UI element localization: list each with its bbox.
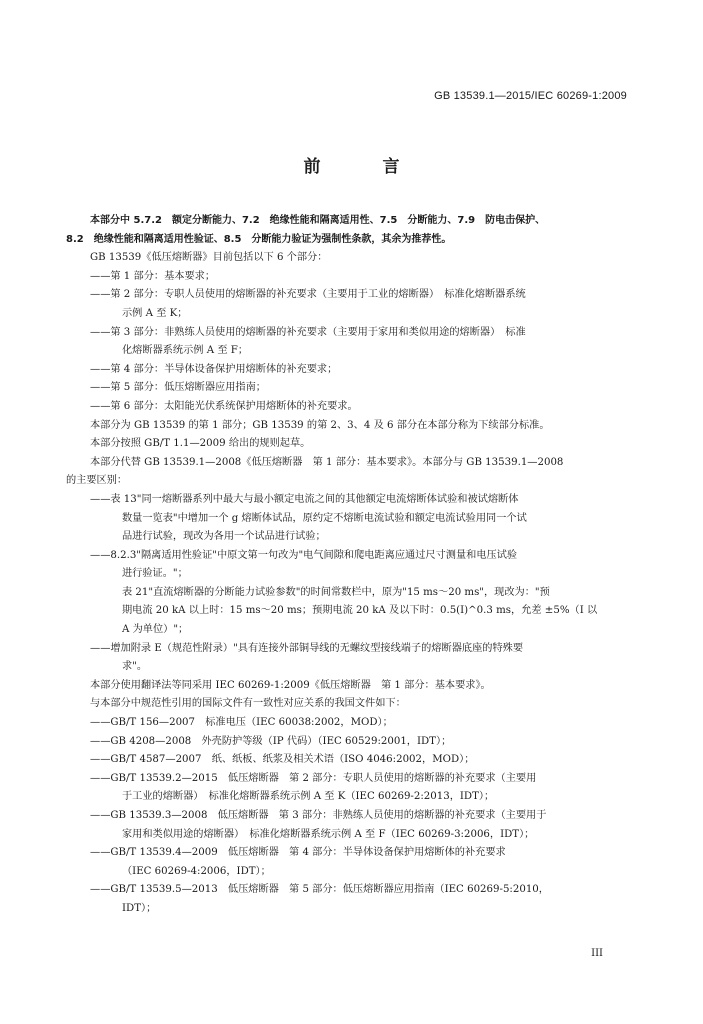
- list-item-continuation: 进行验证。"；: [122, 568, 188, 580]
- paragraph-line: 本部分中 5.7.2 额定分断能力、7.2 绝缘性能和隔离适用性、7.5 分断能力、7.9 防电击保护、: [90, 215, 546, 226]
- list-item-continuation: 求"。: [122, 661, 148, 673]
- list-item-continuation: 于工业的熔断器） 标准化熔断器系统示例 A 至 K（IEC 60269-2:2013，IDT）；: [122, 791, 495, 803]
- paragraph-line: GB 13539《低压熔断器》目前包括以下 6 个部分：: [90, 252, 328, 264]
- paragraph-line: 本部分按照 GB/T 1.1—2009 给出的规则起草。: [90, 438, 311, 450]
- paragraph-line: 本部分使用翻译法等同采用 IEC 60269-1:2009《低压熔断器 第 1 部分：基本要求》。: [90, 679, 491, 691]
- list-item-continuation: 化熔断器系统示例 A 至 F；: [122, 345, 249, 357]
- list-item-continuation: 家用和类似用途的熔断器） 标准化熔断器系统示例 A 至 F（IEC 60269-3:2006，IDT）；: [122, 828, 535, 840]
- paragraph-line: 本部分代替 GB 13539.1—2008《低压熔断器 第 1 部分：基本要求》。本部分与 GB 13539.1—2008: [90, 456, 564, 468]
- list-item-continuation: 数量一览表"中增加一个 g 熔断体试品，原约定不熔断电流试验和额定电流试验用同一个试: [122, 512, 527, 524]
- list-item-continuation: A 为单位）"；: [122, 624, 189, 636]
- list-item-continuation: （IEC 60269-4:2006，IDT）；: [122, 865, 271, 877]
- list-item: ——GB/T 13539.5—2013 低压熔断器 第 5 部分：低压熔断器应用指南（IEC 60269-5:2010，: [90, 884, 549, 896]
- list-item: ——第 4 部分：半导体设备保护用熔断体的补充要求；: [90, 363, 338, 375]
- list-item: ——第 2 部分：专职人员使用的熔断器的补充要求（主要用于工业的熔断器） 标准化熔断器系统: [90, 289, 526, 301]
- document-body: [66, 212, 632, 919]
- list-item: ——第 6 部分：太阳能光伏系统保护用熔断体的补充要求。: [90, 400, 358, 412]
- list-item: ——第 1 部分：基本要求；: [90, 270, 216, 282]
- list-item: ——GB/T 13539.2—2015 低压熔断器 第 2 部分：专职人员使用的熔断器的补充要求（主要用: [90, 772, 537, 784]
- list-item: ——8.2.3"隔离适用性验证"中原文第一句改为"电气间隙和爬电距离应通过尺寸测量和电压试验: [90, 549, 518, 561]
- list-item-continuation: 期电流 20 kA 以上时：15 ms～20 ms；预期电流 20 kA 及以下时：0.5(I)^0.3 ms，允差 ±5%（I 以: [122, 605, 598, 617]
- list-item-continuation: 示例 A 至 K；: [122, 307, 188, 319]
- list-item: ——GB/T 4587—2007 纸、纸板、纸浆及相关术语（ISO 4046:2002，MOD）；: [90, 754, 475, 766]
- paragraph-line: 与本部分中规范性引用的国际文件有一致性对应关系的我国文件如下：: [90, 698, 406, 710]
- list-item: ——GB 4208—2008 外壳防护等级（IP 代码）（IEC 60529:2001，IDT）；: [90, 735, 452, 747]
- list-item: ——增加附录 E（规范性附录）"具有连接外部铜导线的无螺纹型接线端子的熔断器底座的特殊要: [90, 642, 524, 654]
- list-item: ——GB/T 13539.4—2009 低压熔断器 第 4 部分：半导体设备保护用熔断体的补充要求: [90, 847, 506, 859]
- paragraph-line: 的主要区别：: [66, 475, 128, 487]
- standard-code: GB 13539.1—2015/IEC 60269-1:2009: [434, 90, 627, 102]
- list-item: ——第 3 部分：非熟练人员使用的熔断器的补充要求（主要用于家用和类似用途的熔断器） 标准: [90, 326, 526, 338]
- paragraph-line: 8.2 绝缘性能和隔离适用性验证、8.5 分断能力验证为强制性条款，其余为推荐性。: [66, 233, 452, 245]
- page-title: 前 言: [303, 157, 428, 177]
- paragraph-line: 本部分为 GB 13539 的第 1 部分；GB 13539 的第 2、3、4 及 6 部分在本部分称为下续部分标准。: [90, 419, 550, 431]
- list-item: ——第 5 部分：低压熔断器应用指南；: [90, 382, 266, 394]
- list-item-continuation: 表 21"直流熔断器的分断能力试验参数"的时间常数栏中，原为"15 ms～20 ms"，现改为："预: [122, 586, 550, 598]
- list-item-continuation: IDT）；: [122, 902, 157, 914]
- list-item-continuation: 品进行试验，现改为各用一个试品进行试验；: [122, 531, 326, 543]
- list-item: ——GB/T 156—2007 标准电压（IEC 60038:2002，MOD）；: [90, 717, 393, 729]
- list-item: ——表 13"同一熔断器系列中最大与最小额定电流之间的其他额定电流熔断体试验和被试熔断体: [90, 493, 519, 505]
- page-number: III: [591, 948, 603, 959]
- list-item: ——GB 13539.3—2008 低压熔断器 第 3 部分：非熟练人员使用的熔断器的补充要求（主要用于: [90, 810, 547, 821]
